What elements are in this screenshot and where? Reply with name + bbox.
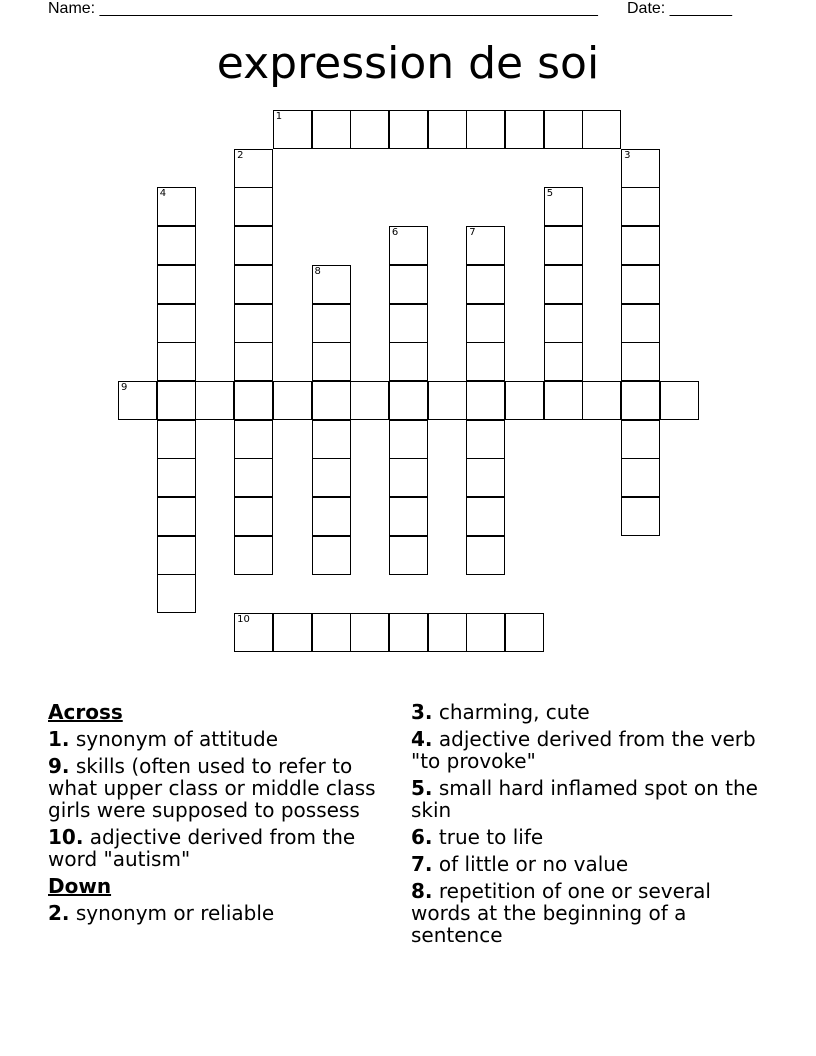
grid-cell[interactable] (234, 420, 273, 459)
grid-cell[interactable] (389, 420, 428, 459)
clue-down-7: 7. of little or no value (411, 852, 629, 876)
grid-cell[interactable] (350, 110, 389, 149)
name-label: Name: (48, 0, 96, 17)
grid-cell[interactable] (389, 536, 428, 575)
grid-cell[interactable] (544, 304, 583, 343)
grid-cell[interactable] (350, 381, 389, 420)
grid-cell[interactable] (312, 458, 351, 497)
clues-left-column (48, 701, 398, 929)
grid-cell[interactable] (273, 110, 312, 149)
grid-cell[interactable] (157, 536, 196, 575)
grid-cell[interactable] (234, 536, 273, 575)
clue-number: 2 (237, 149, 244, 161)
clue-down-5: 5. small hard inflamed spot on the skin (411, 776, 758, 822)
clue-down-6: 6. true to life (411, 825, 544, 849)
grid-cell[interactable] (389, 265, 428, 304)
grid-cell[interactable] (466, 536, 505, 575)
clue-number: 10 (237, 614, 250, 626)
grid-cell[interactable] (428, 613, 467, 652)
grid-cell[interactable] (544, 342, 583, 381)
grid-cell[interactable] (312, 497, 351, 536)
grid-cell[interactable] (466, 420, 505, 459)
grid-cell[interactable] (660, 381, 699, 420)
clue-across-10: 10. adjective derived from the word "autism" (48, 825, 356, 871)
clue-across-1: 1. synonym of attitude (48, 727, 279, 751)
grid-cell[interactable] (312, 613, 351, 652)
clue-number: 7 (469, 227, 476, 239)
grid-cell[interactable] (312, 381, 351, 420)
grid-cell[interactable] (157, 265, 196, 304)
date-line: _______ (669, 0, 732, 17)
grid-cell[interactable] (466, 226, 505, 265)
grid-cell[interactable] (234, 342, 273, 381)
grid-cell[interactable] (234, 149, 273, 188)
clue-down-2: 2. synonym or reliable (48, 901, 275, 925)
grid-cell[interactable] (621, 226, 660, 265)
grid-cell[interactable] (118, 381, 157, 420)
clue-number: 5 (546, 188, 554, 200)
date-label: Date: (627, 0, 666, 17)
grid-cell[interactable] (389, 613, 428, 652)
clue-number: 9 (121, 381, 128, 393)
grid-cell[interactable] (234, 613, 273, 652)
grid-cell[interactable] (544, 265, 583, 304)
grid-cell[interactable] (621, 458, 660, 497)
grid-cell[interactable] (621, 342, 660, 381)
grid-cell[interactable] (582, 110, 621, 149)
grid-cell[interactable] (544, 226, 583, 265)
grid-cell[interactable] (195, 381, 234, 420)
grid-cell[interactable] (505, 110, 544, 149)
grid-cell[interactable] (157, 342, 196, 381)
grid-cell[interactable] (466, 342, 505, 381)
grid-cell[interactable] (157, 187, 196, 226)
down-heading: Down (48, 874, 112, 898)
grid-cell[interactable] (312, 304, 351, 343)
grid-cell[interactable] (466, 381, 505, 420)
clues-right-column (411, 701, 761, 951)
grid-cell[interactable] (312, 420, 351, 459)
grid-cell[interactable] (466, 265, 505, 304)
grid-cell[interactable] (389, 226, 428, 265)
grid-cell[interactable] (234, 458, 273, 497)
grid-cell[interactable] (505, 381, 544, 420)
grid-cell[interactable] (544, 381, 583, 420)
grid-cell[interactable] (621, 420, 660, 459)
grid-cell[interactable] (544, 187, 583, 226)
grid-cell[interactable] (389, 304, 428, 343)
grid-cell[interactable] (389, 497, 428, 536)
grid-cell[interactable] (389, 342, 428, 381)
clue-number: 1 (275, 111, 283, 122)
grid-cell[interactable] (157, 381, 196, 420)
clue-number: 4 (159, 188, 167, 200)
grid-cell[interactable] (157, 226, 196, 265)
grid-cell[interactable] (621, 265, 660, 304)
grid-cell[interactable] (234, 381, 273, 420)
grid-cell[interactable] (389, 458, 428, 497)
grid-cell[interactable] (582, 381, 621, 420)
clue-down-3: 3. charming, cute (411, 700, 590, 724)
grid-cell[interactable] (273, 613, 312, 652)
grid-cell[interactable] (621, 187, 660, 226)
grid-cell[interactable] (428, 381, 467, 420)
grid-cell[interactable] (312, 342, 351, 381)
clue-down-4: 4. adjective derived from the verb "to provoke" (411, 727, 756, 773)
grid-cell[interactable] (621, 497, 660, 536)
grid-cell[interactable] (621, 149, 660, 188)
grid-cell[interactable] (389, 381, 428, 420)
grid-cell[interactable] (234, 265, 273, 304)
grid-cell[interactable] (466, 304, 505, 343)
grid-cell[interactable] (428, 110, 467, 149)
name-line: ________________________________________________________ (99, 0, 598, 17)
grid-cell[interactable] (234, 304, 273, 343)
grid-cell[interactable] (234, 187, 273, 226)
grid-cell[interactable] (466, 458, 505, 497)
grid-cell[interactable] (621, 304, 660, 343)
grid-cell[interactable] (157, 304, 196, 343)
grid-cell[interactable] (389, 110, 428, 149)
grid-cell[interactable] (157, 458, 196, 497)
clue-number: 6 (391, 227, 399, 239)
grid-cell[interactable] (234, 497, 273, 536)
grid-cell[interactable] (466, 613, 505, 652)
grid-cell[interactable] (350, 613, 389, 652)
clue-number: 8 (314, 265, 321, 277)
grid-cell[interactable] (312, 536, 351, 575)
grid-cell[interactable] (621, 381, 660, 420)
grid-cell[interactable] (466, 497, 505, 536)
clue-down-8: 8. repetition of one or several words at the beginning of a sentence (411, 879, 711, 947)
clue-number: 3 (624, 149, 631, 161)
grid-cell[interactable] (273, 381, 312, 420)
grid-cell[interactable] (544, 110, 583, 149)
grid-cell[interactable] (157, 574, 196, 613)
grid-cell[interactable] (312, 265, 351, 304)
across-heading: Across (48, 700, 123, 724)
clue-across-9: 9. skills (often used to refer to what upper class or middle class girls were supposed to possess (48, 754, 376, 822)
grid-cell[interactable] (312, 110, 351, 149)
grid-cell[interactable] (157, 420, 196, 459)
grid-cell[interactable] (466, 110, 505, 149)
grid-cell[interactable] (505, 613, 544, 652)
grid-cell[interactable] (157, 497, 196, 536)
grid-cell[interactable] (234, 226, 273, 265)
puzzle-title: expression de soi (216, 38, 600, 89)
